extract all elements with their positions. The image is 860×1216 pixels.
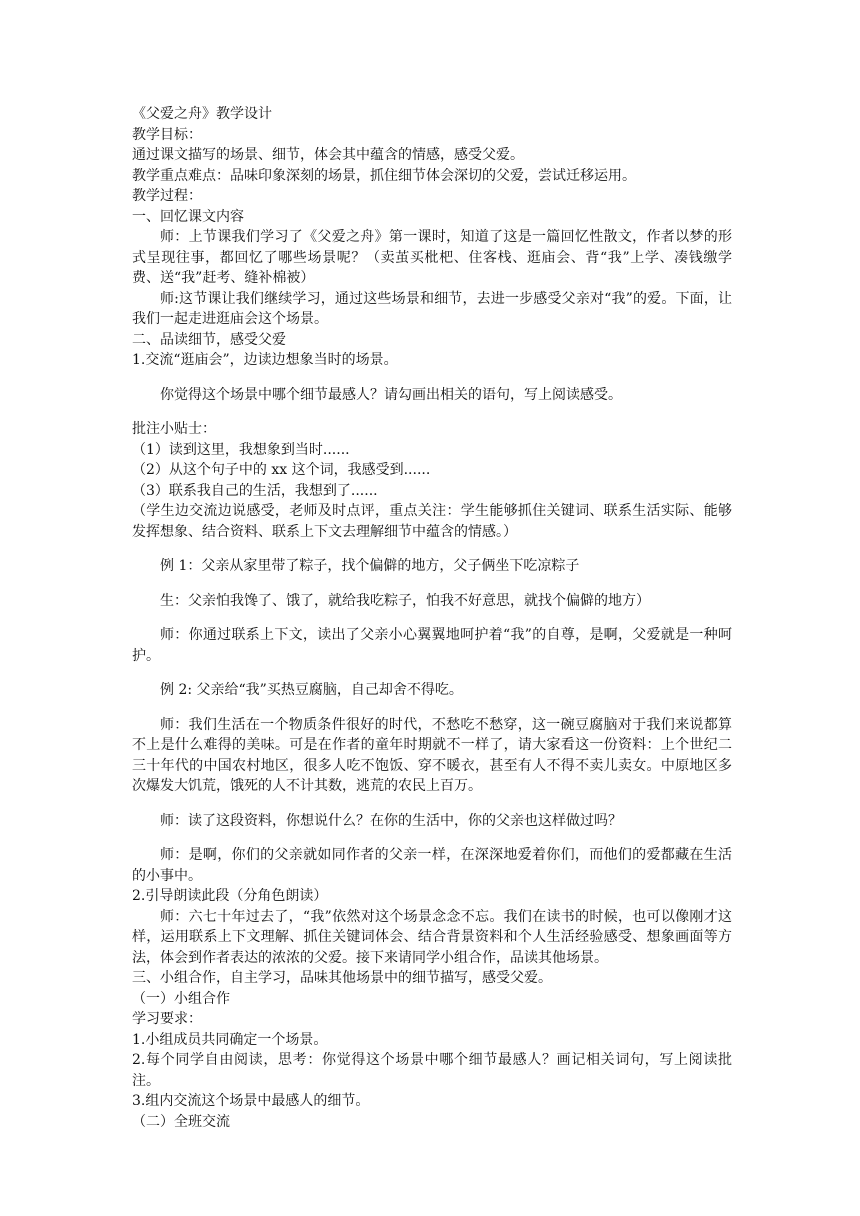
section1-paragraph-1: 师：上节课我们学习了《父爱之舟》第一课时，知道了这是一篇回忆性散文，作者以梦的形式呈现往事，都回忆了哪些场景呢？（卖茧买枇杷、住客栈、逛庙会、背“我”上学、凑钱缴学费、送“我”赶考、缝补棉被） — [132, 229, 732, 286]
tips-heading: 批注小贴士： — [132, 421, 216, 437]
requirement-1: 1.小组成员共同确定一个场景。 — [132, 1031, 328, 1048]
section2-question: 你觉得这个场景中哪个细节最感人？请勾画出相关的语句，写上阅读感受。 — [160, 386, 622, 403]
process-heading: 教学过程： — [132, 188, 202, 204]
tip-1: （1）读到这里，我想象到当时...... — [132, 441, 350, 458]
teacher-note: （学生边交流边说感受，老师及时点评，重点关注：学生能够抓住关键词、联系生活实际、能够发挥想象、结合资料、联系上下文去理解细节中蕴含的情感。） — [132, 503, 732, 540]
class-exchange-heading: （二）全班交流 — [132, 1113, 230, 1130]
section2-heading: 二、品读细节，感受父爱 — [132, 331, 286, 348]
teacher-comment-1: 师：你通过联系上下文，读出了父亲小心翼翼地呵护着“我”的自尊，是啊，父爱就是一种呵护。 — [132, 627, 732, 664]
section1-paragraph-2: 师:这节课让我们继续学习，通过这些场景和细节，去进一步感受父亲对“我”的爱。下面，让我们一起走进逛庙会这个场景。 — [132, 290, 732, 327]
requirement-3: 3.组内交流这个场景中最感人的细节。 — [132, 1093, 370, 1109]
section2-item-2: 2.引导朗读此段（分角色朗读） — [132, 888, 328, 904]
teacher-comment-4: 师：是啊，你们的父亲就如同作者的父亲一样，在深深地爱着你们，而他们的爱都藏在生活的小事中。 — [132, 847, 732, 884]
requirement-2: 2.每个同学自由阅读，思考：你觉得这个场景中哪个细节最感人？画记相关词句，写上阅读批注。 — [132, 1052, 732, 1089]
key-points: 教学重点难点：品味印象深刻的场景，抓住细节体会深切的父爱，尝试迁移运用。 — [132, 167, 636, 184]
document-page — [132, 104, 746, 1132]
section3-heading: 三、小组合作，自主学习，品味其他场景中的细节描写，感受父爱。 — [132, 970, 552, 986]
teacher-comment-3: 师：读了这段资料，你想说什么？在你的生活中，你的父亲也这样做过吗？ — [160, 812, 622, 829]
section2-item-1: 1.交流“逛庙会”，边读边想象当时的场景。 — [132, 352, 398, 368]
teacher-comment-2: 师：我们生活在一个物质条件很好的时代，不愁吃不愁穿，这一碗豆腐脑对于我们来说都算 不上是什么难得的美味。可是在作者的童年时期就不一样了，请大家看这一份资料：上个世纪二三十年代的中国农村地区，很多人吃不饱饭、穿不暖衣，甚至有人不得不卖儿卖女。中原地区多次爆发大饥荒，饿死的人不计其数，逃荒的农民上百万。 — [132, 716, 746, 794]
example-2: 例 2: 父亲给“我”买热豆腐脑，自己却舍不得吃。 — [160, 682, 463, 698]
example-1: 例 1：父亲从家里带了粽子，找个偏僻的地方，父子俩坐下吃凉粽子 — [160, 558, 580, 574]
goal-text: 通过课文描写的场景、细节，体会其中蕴含的情感，感受父爱。 — [132, 147, 524, 163]
document-title: 《父爱之舟》教学设计 — [132, 106, 272, 122]
group-work-heading: （一）小组合作 — [132, 990, 230, 1007]
teacher-comment-5: 师：六七十年过去了，“我”依然对这个场景念念不忘。我们在读书的时候，也可以像刚才这样，运用联系上下文理解、抓住关键词体会、结合背景资料和个人生活经验感受、想象画面等方法，体会到作者表达的浓浓的父爱。接下来请同学小组合作，品读其他场景。 — [132, 908, 732, 966]
goal-heading: 教学目标： — [132, 126, 202, 143]
section1-heading: 一、回忆课文内容 — [132, 208, 244, 225]
requirements-heading: 学习要求： — [132, 1011, 202, 1027]
tip-2: （2）从这个句子中的 xx 这个词，我感受到...... — [132, 462, 431, 478]
tip-3: （3）联系我自己的生活，我想到了...... — [132, 482, 378, 499]
student-response-1: 生：父亲怕我馋了、饿了，就给我吃粽子，怕我不好意思，就找个偏僻的地方） — [160, 592, 650, 609]
